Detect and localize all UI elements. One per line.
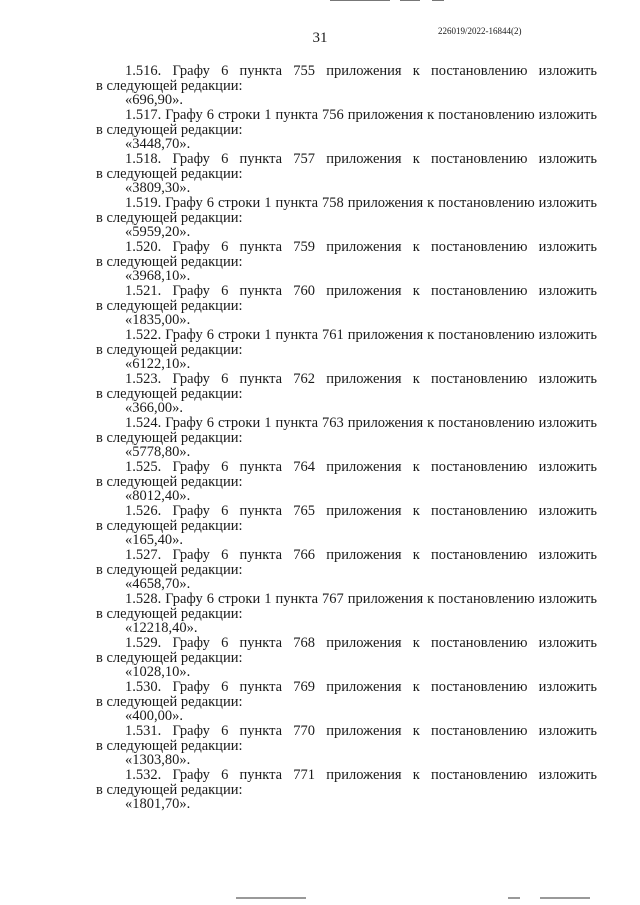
instruction-word: постановлению [431, 679, 528, 695]
amendment-value: «1801,70». [125, 796, 191, 812]
instruction-word: 767 [322, 591, 344, 607]
amendment-continuation: в следующей редакции: [96, 782, 243, 798]
instruction-word: приложения [326, 723, 402, 739]
instruction-word: пункта [239, 151, 283, 167]
instruction-word: строки [217, 327, 261, 343]
instruction-word: 1.523. [125, 371, 162, 387]
instruction-word: изложить [538, 107, 597, 123]
amendment-item [0, 546, 640, 590]
instruction-word: 769 [293, 679, 316, 695]
instruction-word: к [427, 415, 435, 431]
instruction-word: приложения [347, 415, 424, 431]
instruction-word: 1.532. [125, 767, 162, 783]
instruction-word: 1 [264, 195, 272, 211]
amendment-continuation: в следующей редакции: [96, 474, 243, 490]
amendment-item [0, 414, 640, 458]
instruction-word: к [412, 767, 420, 783]
instruction-word: пункта [239, 767, 283, 783]
instruction-word: 6 [206, 591, 214, 607]
amendment-continuation: в следующей редакции: [96, 386, 243, 402]
instruction-word: 761 [322, 327, 344, 343]
instruction-word: 1.518. [125, 151, 162, 167]
instruction-word: строки [217, 415, 261, 431]
instruction-word: 763 [322, 415, 344, 431]
instruction-word: постановлению [431, 151, 528, 167]
scan-edge-mark [432, 0, 444, 1]
amendment-value: «8012,40». [125, 488, 191, 504]
instruction-word: 6 [221, 151, 229, 167]
instruction-word: Графу [172, 503, 210, 519]
instruction-word: приложения [326, 767, 402, 783]
instruction-word: изложить [538, 767, 597, 783]
instruction-word: 6 [221, 547, 229, 563]
instruction-word: к [412, 679, 420, 695]
instruction-word: приложения [326, 239, 402, 255]
amendment-value: «1028,10». [125, 664, 191, 680]
instruction-word: приложения [347, 195, 424, 211]
instruction-word: 762 [293, 371, 316, 387]
instruction-word: 1.520. [125, 239, 162, 255]
instruction-word: 758 [322, 195, 344, 211]
amendment-value: «366,00». [125, 400, 183, 416]
amendment-value: «696,90». [125, 92, 183, 108]
instruction-word: 1.528. [125, 591, 162, 607]
amendment-value: «6122,10». [125, 356, 191, 372]
instruction-word: 1.524. [125, 415, 162, 431]
instruction-word: изложить [538, 459, 597, 475]
amendment-item [0, 590, 640, 634]
instruction-word: к [412, 635, 420, 651]
amendment-list [0, 62, 640, 810]
amendment-item [0, 150, 640, 194]
scan-edge-mark [508, 897, 520, 899]
instruction-word: к [412, 63, 420, 79]
amendment-value: «1303,80». [125, 752, 191, 768]
amendment-item [0, 502, 640, 546]
instruction-word: 1 [264, 107, 272, 123]
amendment-continuation: в следующей редакции: [96, 166, 243, 182]
instruction-word: к [412, 503, 420, 519]
instruction-word: 1 [264, 591, 272, 607]
instruction-word: приложения [326, 635, 402, 651]
amendment-continuation: в следующей редакции: [96, 430, 243, 446]
instruction-word: пункта [275, 107, 319, 123]
instruction-word: 764 [293, 459, 316, 475]
instruction-word: постановлению [438, 195, 535, 211]
instruction-word: 765 [293, 503, 316, 519]
instruction-word: изложить [538, 635, 597, 651]
instruction-word: приложения [326, 503, 402, 519]
instruction-word: 6 [221, 371, 229, 387]
instruction-word: Графу [165, 415, 203, 431]
instruction-word: пункта [275, 327, 319, 343]
amendment-value: «12218,40». [125, 620, 198, 636]
instruction-word: изложить [538, 415, 597, 431]
instruction-word: к [427, 327, 435, 343]
instruction-word: 6 [221, 503, 229, 519]
instruction-word: приложения [326, 151, 402, 167]
instruction-word: 1.522. [125, 327, 162, 343]
instruction-word: приложения [326, 63, 402, 79]
instruction-word: Графу [172, 547, 210, 563]
instruction-word: Графу [165, 107, 203, 123]
instruction-word: изложить [538, 679, 597, 695]
instruction-word: 1.526. [125, 503, 162, 519]
amendment-continuation: в следующей редакции: [96, 298, 243, 314]
amendment-item [0, 194, 640, 238]
instruction-word: 759 [293, 239, 316, 255]
instruction-word: приложения [326, 371, 402, 387]
instruction-word: постановлению [431, 371, 528, 387]
amendment-item [0, 458, 640, 502]
instruction-word: приложения [326, 547, 402, 563]
amendment-value: «5778,80». [125, 444, 191, 460]
instruction-word: Графу [165, 327, 203, 343]
instruction-word: постановлению [431, 547, 528, 563]
instruction-word: 770 [293, 723, 316, 739]
instruction-word: пункта [239, 723, 283, 739]
instruction-word: 6 [221, 635, 229, 651]
amendment-continuation: в следующей редакции: [96, 518, 243, 534]
instruction-word: постановлению [438, 591, 535, 607]
instruction-word: 771 [293, 767, 316, 783]
instruction-word: постановлению [431, 283, 528, 299]
amendment-value: «5959,20». [125, 224, 191, 240]
amendment-continuation: в следующей редакции: [96, 562, 243, 578]
amendment-continuation: в следующей редакции: [96, 606, 243, 622]
instruction-word: к [427, 591, 435, 607]
scan-edge-mark [236, 897, 306, 899]
amendment-item [0, 634, 640, 678]
instruction-word: 1.519. [125, 195, 162, 211]
instruction-word: к [412, 239, 420, 255]
instruction-word: 1.516. [125, 63, 162, 79]
instruction-word: 1 [264, 415, 272, 431]
instruction-word: пункта [275, 195, 319, 211]
amendment-item [0, 370, 640, 414]
amendment-item [0, 678, 640, 722]
scan-edge-mark [330, 0, 390, 1]
instruction-word: Графу [172, 151, 210, 167]
instruction-word: пункта [239, 459, 283, 475]
instruction-word: изложить [538, 723, 597, 739]
instruction-word: изложить [538, 327, 597, 343]
instruction-word: строки [217, 195, 261, 211]
instruction-word: 766 [293, 547, 316, 563]
instruction-word: Графу [172, 679, 210, 695]
amendment-item [0, 722, 640, 766]
instruction-word: приложения [347, 327, 424, 343]
instruction-word: 6 [221, 679, 229, 695]
amendment-item [0, 106, 640, 150]
instruction-word: пункта [275, 591, 319, 607]
instruction-word: к [412, 151, 420, 167]
instruction-word: изложить [538, 547, 597, 563]
amendment-item [0, 766, 640, 810]
amendment-value: «3448,70». [125, 136, 191, 152]
amendment-continuation: в следующей редакции: [96, 122, 243, 138]
amendment-value: «165,40». [125, 532, 183, 548]
instruction-word: 1.525. [125, 459, 162, 475]
instruction-word: Графу [172, 723, 210, 739]
amendment-continuation: в следующей редакции: [96, 254, 243, 270]
instruction-word: изложить [538, 195, 597, 211]
instruction-word: строки [217, 107, 261, 123]
instruction-word: 757 [293, 151, 316, 167]
instruction-word: приложения [326, 459, 402, 475]
instruction-word: 760 [293, 283, 316, 299]
instruction-word: пункта [275, 415, 319, 431]
instruction-word: Графу [172, 63, 210, 79]
instruction-word: постановлению [431, 723, 528, 739]
instruction-word: 6 [206, 195, 214, 211]
instruction-word: Графу [165, 195, 203, 211]
instruction-word: Графу [172, 767, 210, 783]
instruction-word: Графу [172, 371, 210, 387]
instruction-word: 6 [221, 459, 229, 475]
amendment-value: «4658,70». [125, 576, 191, 592]
instruction-word: пункта [239, 239, 283, 255]
instruction-word: постановлению [431, 503, 528, 519]
instruction-word: пункта [239, 503, 283, 519]
instruction-word: пункта [239, 371, 283, 387]
amendment-continuation: в следующей редакции: [96, 210, 243, 226]
instruction-word: 6 [221, 63, 229, 79]
instruction-word: Графу [172, 283, 210, 299]
instruction-word: строки [217, 591, 261, 607]
instruction-word: 1.527. [125, 547, 162, 563]
amendment-item [0, 326, 640, 370]
amendment-continuation: в следующей редакции: [96, 738, 243, 754]
instruction-word: к [412, 283, 420, 299]
instruction-word: пункта [239, 635, 283, 651]
instruction-word: 6 [206, 107, 214, 123]
instruction-word: приложения [347, 107, 424, 123]
amendment-item [0, 238, 640, 282]
instruction-word: к [412, 547, 420, 563]
instruction-word: Графу [172, 239, 210, 255]
scan-edge-mark [400, 0, 420, 1]
instruction-word: постановлению [438, 327, 535, 343]
instruction-word: пункта [239, 679, 283, 695]
document-code: 226019/2022-16844(2) [438, 26, 522, 36]
instruction-word: 6 [221, 283, 229, 299]
instruction-word: постановлению [431, 767, 528, 783]
amendment-value: «3809,30». [125, 180, 191, 196]
instruction-word: 1.529. [125, 635, 162, 651]
instruction-word: Графу [172, 459, 210, 475]
instruction-word: к [412, 459, 420, 475]
amendment-item [0, 62, 640, 106]
instruction-word: к [427, 195, 435, 211]
amendment-value: «3968,10». [125, 268, 191, 284]
instruction-word: изложить [538, 63, 597, 79]
instruction-word: 6 [206, 415, 214, 431]
instruction-word: Графу [165, 591, 203, 607]
instruction-word: изложить [538, 503, 597, 519]
instruction-word: пункта [239, 547, 283, 563]
instruction-word: 6 [206, 327, 214, 343]
page-number: 31 [312, 30, 328, 46]
instruction-word: 756 [322, 107, 344, 123]
instruction-word: постановлению [431, 239, 528, 255]
instruction-word: изложить [538, 371, 597, 387]
instruction-word: изложить [538, 591, 597, 607]
instruction-word: 1.531. [125, 723, 162, 739]
instruction-word: приложения [347, 591, 424, 607]
amendment-continuation: в следующей редакции: [96, 650, 243, 666]
instruction-word: 6 [221, 239, 229, 255]
instruction-word: приложения [326, 283, 402, 299]
scan-edge-mark [540, 897, 590, 899]
instruction-word: к [412, 371, 420, 387]
instruction-word: приложения [326, 679, 402, 695]
instruction-word: 1.521. [125, 283, 162, 299]
instruction-word: постановлению [438, 107, 535, 123]
instruction-word: пункта [239, 283, 283, 299]
amendment-continuation: в следующей редакции: [96, 78, 243, 94]
instruction-word: пункта [239, 63, 283, 79]
instruction-word: постановлению [431, 635, 528, 651]
instruction-word: постановлению [431, 459, 528, 475]
instruction-word: 1 [264, 327, 272, 343]
instruction-word: к [427, 107, 435, 123]
instruction-word: постановлению [431, 63, 528, 79]
amendment-value: «1835,00». [125, 312, 191, 328]
instruction-word: 768 [293, 635, 316, 651]
instruction-word: изложить [538, 283, 597, 299]
instruction-word: 6 [221, 723, 229, 739]
instruction-word: изложить [538, 151, 597, 167]
amendment-continuation: в следующей редакции: [96, 694, 243, 710]
instruction-word: Графу [172, 635, 210, 651]
instruction-word: постановлению [438, 415, 535, 431]
instruction-word: 6 [221, 767, 229, 783]
instruction-word: 755 [293, 63, 316, 79]
amendment-continuation: в следующей редакции: [96, 342, 243, 358]
instruction-word: к [412, 723, 420, 739]
instruction-word: 1.530. [125, 679, 162, 695]
instruction-word: изложить [538, 239, 597, 255]
amendment-value: «400,00». [125, 708, 183, 724]
instruction-word: 1.517. [125, 107, 162, 123]
amendment-item [0, 282, 640, 326]
